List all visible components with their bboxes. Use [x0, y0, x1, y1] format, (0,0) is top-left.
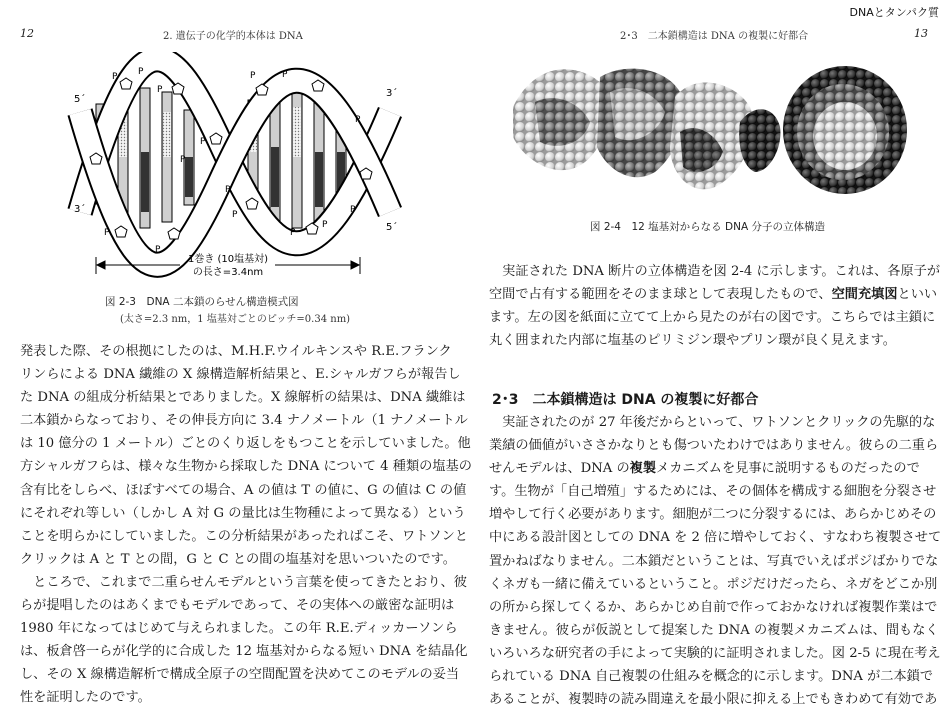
- text-line-part: せんモデルは、DNA の: [489, 461, 630, 477]
- text-line-part: 空間で占有する範囲をそのまま球として表現したもので、: [489, 287, 832, 303]
- text-line: 二本鎖からなっており、その伸長方向に 3.4 ナノメートル（1 ナノメートル: [20, 413, 468, 429]
- text-line: [489, 665, 941, 688]
- text-line: た DNA の組成分析結果とでありました。X 線解析の結果は、DNA 繊維は: [20, 390, 466, 406]
- figure-2-3-subcaption: (太さ=2.3 nm，1 塩基対ごとのピッチ=0.34 nm): [120, 314, 351, 325]
- text-line-part: 増やして行く必要があります。細胞が二つに分裂するには、あらかじめその: [489, 507, 937, 523]
- section-heading: 2･3 二本鎖構造は DNA の複製に好都合: [492, 392, 759, 408]
- phosphate-label: P: [282, 70, 288, 80]
- text-line: 発表した際、その根拠にしたのは、M.H.F.ウイルキンスや R.E.フランク: [20, 344, 452, 359]
- figure-2-4-caption: 図 2-4 12 塩基対からなる DNA 分子の立体構造: [590, 221, 825, 233]
- strand-end-label: 3´: [74, 204, 86, 215]
- text-line: 方シャルガフらは、様々な生物から採取した DNA について 4 種類の塩基の: [20, 459, 472, 475]
- text-line-part: といい: [897, 287, 938, 303]
- text-line: [489, 619, 941, 642]
- text-line-part: あることが、複製時の読み間違えを最小限に抑える上でもきわめて有効であ: [489, 692, 938, 708]
- text-line-part: 置かねばなりません。二本鎖だということは、写真でいえばポジばかりでな: [489, 553, 939, 569]
- text-line: 含有比をしらべ、ほぼすべての場合、A の値は T の値に、G の値は C の値: [20, 482, 467, 498]
- text-line-part: いろいろな研究者の手によって実験的に証明されました。図 2-5 に現在考え: [489, 645, 941, 661]
- phosphate-label: P: [290, 228, 296, 238]
- text-line: ことを明らかにしていました。この分析結果があったればこそ、ワトソンと: [20, 528, 468, 544]
- text-line: らが提唱したのはあくまでもモデルであって、その実体への厳密な証明は: [20, 598, 455, 614]
- text-line-part: くネガも一緒に備えているということ。ポジだけだったら、ネガをどこか別: [489, 576, 938, 592]
- phosphate-label: P: [180, 155, 186, 165]
- text-line: ところで、これまで二重らせんモデルという言葉を使ってきたとおり、彼: [20, 574, 467, 590]
- left-body-text: [20, 340, 472, 710]
- text-line: [489, 434, 941, 457]
- right-body-para1: [489, 260, 940, 352]
- text-line: [489, 411, 941, 434]
- right-running-head: 2･3 二本鎖構造は DNA の複製に好都合: [620, 31, 809, 42]
- phosphate-label: P: [200, 137, 206, 147]
- text-line: [489, 306, 940, 329]
- text-line: にそれぞれ等しい（しかし A 対 G の量比は生物種によって異なる）という: [20, 505, 466, 521]
- dna-double-helix-diagram: [60, 52, 410, 282]
- strand-end-label: 5´: [74, 94, 86, 105]
- text-line: し、その X 線構造解析で構成全原子の空間配置を決めてこのモデルの妥当: [20, 667, 460, 683]
- phosphate-label: P: [112, 72, 118, 82]
- turn-length-label-line1: 1巻き (10塩基対): [187, 254, 269, 265]
- text-line: [489, 688, 941, 711]
- text-line-part: られている DNA 自己複製の仕組みを概念的に示します。DNA が二本鎖で: [489, 669, 934, 685]
- text-line-part: メカニズムを見事に説明するものだったので: [656, 461, 920, 477]
- text-line: [489, 526, 941, 549]
- phosphate-label: P: [138, 67, 144, 77]
- text-line-part: 実証された DNA 断片の立体構造を図 2-4 に示します。これは、各原子が: [489, 264, 941, 279]
- text-line: [489, 573, 941, 596]
- turn-length-label-line2: の長さ=3.4nm: [192, 267, 264, 278]
- emphasis-term: 空間充填図: [831, 287, 898, 303]
- emphasis-term: 複製: [629, 461, 657, 477]
- text-line-part: 業績の価値がいささかなりとも傷ついたわけではありません。彼らの二重ら: [489, 438, 939, 454]
- strand-end-label: 5´: [386, 222, 398, 233]
- right-page-number: 13: [914, 27, 928, 40]
- left-page-number: 12: [20, 27, 34, 40]
- text-line: [489, 642, 941, 665]
- text-line: [489, 503, 941, 526]
- phosphate-label: P: [322, 220, 328, 230]
- phosphate-label: P: [225, 185, 231, 195]
- text-line-part: す。生物が「自己増殖」するためには、その個体を構成する細胞を分裂させ: [489, 484, 937, 500]
- text-line-part: きません。彼らが仮説として提案した DNA の複製メカニズムは、間もなく: [489, 622, 939, 638]
- text-line: リンらによる DNA 繊維の X 線構造解析結果と、E.シャルガフらが報告し: [20, 367, 461, 383]
- text-line: [489, 260, 940, 283]
- text-line: [489, 480, 941, 503]
- text-line: [489, 550, 941, 573]
- left-running-head: 2. 遺伝子の化学的本体は DNA: [163, 31, 303, 42]
- right-body-para2: [489, 411, 941, 711]
- text-line-part: 実証されたのが 27 年後だからといって、ワトソンとクリックの先駆的な: [489, 415, 936, 430]
- phosphate-label: P: [232, 210, 238, 220]
- text-line: は 10 億分の 1 メートル）ごとのくり返しをもつことを示していました。他: [20, 436, 471, 452]
- text-line: 性を証明したのです。: [20, 690, 151, 706]
- text-line: は、板倉啓一らが化学的に合成した 12 塩基対からなる短い DNA を結晶化: [20, 644, 468, 660]
- phosphate-label: P: [155, 245, 161, 255]
- text-line-part: の所から探してくるか、あらかじめ自前で作っておかなければ複製作業はで: [489, 599, 938, 615]
- text-line: [489, 457, 941, 480]
- text-line-part: ます。左の図を紙面に立てて上から見たのが右の図です。こちらでは主鎖に: [489, 310, 936, 326]
- text-line: クリックは A と T との間，G と C との間の塩基対を思いついたのです。: [20, 551, 456, 567]
- strand-end-label: 3´: [386, 88, 398, 99]
- text-line-part: 中にある設計図としての DNA を 2 倍に増やしておく、すなわち複製させて: [489, 530, 942, 546]
- figure-2-3-caption: 図 2-3 DNA 二本鎖のらせん構造模式図: [105, 296, 299, 308]
- phosphate-label: P: [104, 228, 110, 238]
- text-line: 1980 年になってはじめて与えられました。この年 R.E.ディッカーソンら: [20, 621, 458, 637]
- header-tag: DNAとタンパク質: [849, 6, 939, 19]
- text-line: [489, 283, 940, 306]
- dna-side-view: [513, 69, 780, 190]
- text-line: [489, 329, 940, 352]
- dna-top-view: [783, 66, 907, 194]
- phosphate-label: P: [350, 205, 356, 215]
- phosphate-label: P: [355, 115, 361, 125]
- phosphate-label: P: [250, 71, 256, 81]
- phosphate-label: P: [157, 85, 163, 95]
- text-line-part: 丸く囲まれた内部に塩基のピリミジン環やプリン環が良く見えます。: [489, 333, 896, 349]
- dna-space-filling-models: [505, 52, 930, 212]
- text-line: [489, 596, 941, 619]
